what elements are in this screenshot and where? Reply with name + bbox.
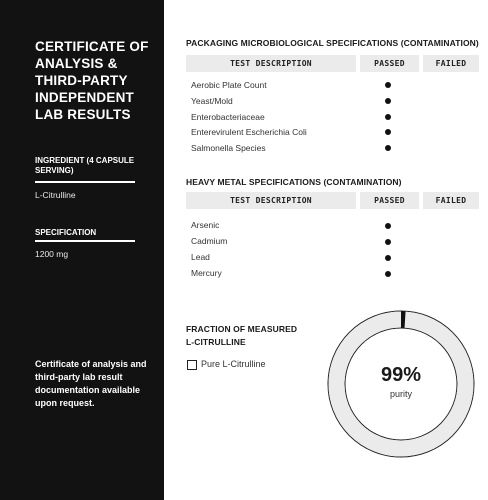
- metal-row-name: Arsenic: [191, 220, 220, 230]
- micro-header-failed: FAILED: [423, 55, 479, 72]
- metal-passed-dot: [385, 239, 391, 245]
- microbiological-title: PACKAGING MICROBIOLOGICAL SPECIFICATIONS (CONTAMINATION): [186, 38, 479, 48]
- sidebar: [0, 0, 164, 500]
- metal-row-name: Cadmium: [191, 236, 228, 246]
- availability-note: Certificate of analysis and third-party lab result documentation available upon request.: [35, 359, 147, 408]
- metal-row-name: Lead: [191, 252, 210, 262]
- heavy-metal-title: HEAVY METAL SPECIFICATIONS (CONTAMINATION): [186, 177, 402, 187]
- specification-label: SPECIFICATION: [35, 228, 97, 237]
- legend-label: Pure L-Citrulline: [201, 359, 266, 369]
- micro-row-name: Aerobic Plate Count: [191, 80, 267, 90]
- metal-header-test: TEST DESCRIPTION: [186, 192, 356, 209]
- micro-passed-dot: [385, 82, 391, 88]
- fraction-title: FRACTION OF MEASURED L-CITRULLINE: [186, 324, 298, 347]
- ingredient-value: L-Citrulline: [35, 190, 76, 200]
- metal-passed-dot: [385, 223, 391, 229]
- metal-passed-dot: [385, 255, 391, 261]
- metal-header-failed: FAILED: [423, 192, 479, 209]
- micro-header-passed: PASSED: [360, 55, 419, 72]
- micro-passed-dot: [385, 98, 391, 104]
- purity-percent: 99%: [380, 364, 422, 386]
- micro-header-test: TEST DESCRIPTION: [186, 55, 356, 72]
- specification-value: 1200 mg: [35, 249, 69, 259]
- sidebar-title: CERTIFICATE OF ANALYSIS & THIRD-PARTY INDEPENDENT LAB RESULTS: [35, 39, 149, 122]
- micro-passed-dot: [385, 129, 391, 135]
- micro-row-name: Enterevirulent Escherichia Coli: [191, 127, 307, 137]
- metal-header-passed: PASSED: [360, 192, 419, 209]
- micro-passed-dot: [385, 114, 391, 120]
- specification-divider: [35, 240, 135, 242]
- metal-passed-dot: [385, 271, 391, 277]
- ingredient-divider: [35, 181, 135, 183]
- micro-row-name: Yeast/Mold: [191, 96, 233, 106]
- micro-passed-dot: [385, 145, 391, 151]
- micro-row-name: Salmonella Species: [191, 143, 266, 153]
- purity-label: purity: [389, 389, 412, 399]
- metal-row-name: Mercury: [191, 268, 222, 278]
- ingredient-label: INGREDIENT (4 CAPSULE SERVING): [35, 156, 135, 175]
- legend-swatch: [187, 360, 197, 370]
- micro-row-name: Enterobacteriaceae: [191, 112, 265, 122]
